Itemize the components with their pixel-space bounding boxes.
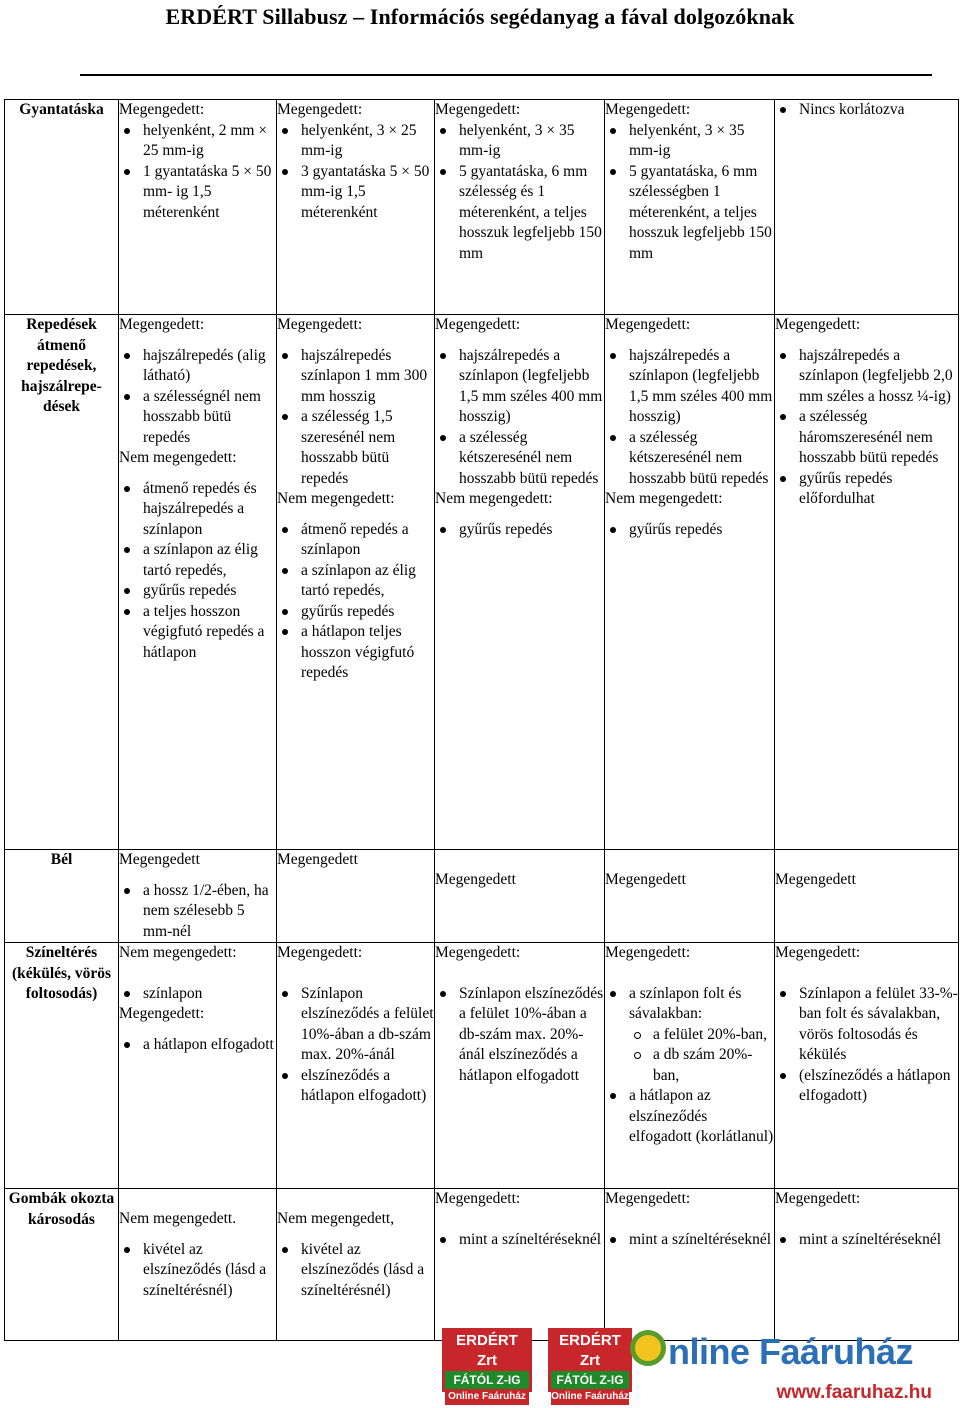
list-item: (elszíneződés a hátlapon elfogadott) xyxy=(775,1066,958,1107)
table-cell xyxy=(435,850,605,943)
bullet-list xyxy=(277,520,434,684)
list-item: helyenként, 2 mm × 25 mm-ig xyxy=(119,121,276,162)
sub-bullet-list xyxy=(629,1025,774,1087)
list-item: gyűrűs repedés előfordulhat xyxy=(775,469,958,510)
list-item: hajszálrepedés színlapon 1 mm 300 mm hosszig xyxy=(277,346,434,408)
cell-label: Megengedett: xyxy=(277,101,363,118)
cell-label: Megengedett xyxy=(277,851,358,868)
list-item: a hossz 1/2-ében, ha nem szélesebb 5 mm-nél xyxy=(119,881,276,943)
list-item: színlapon xyxy=(119,984,276,1005)
spacer xyxy=(435,510,604,520)
list-item: a színlapon folt és sávalakban: xyxy=(605,984,774,1025)
list-item: hajszálrepedés a színlapon (legfeljebb 1,5 mm széles 400 mm hosszig) xyxy=(605,346,774,428)
bullet-list xyxy=(605,1230,774,1251)
bullet-list xyxy=(775,984,958,1107)
cell-label: Megengedett: xyxy=(277,316,363,333)
bullet-list xyxy=(277,121,434,224)
bullet-list xyxy=(605,984,774,1025)
bullet-list xyxy=(435,984,604,1087)
list-item: gyűrűs repedés xyxy=(119,581,276,602)
table-row xyxy=(5,1189,959,1341)
bullet-list xyxy=(119,346,276,449)
table-cell xyxy=(119,943,277,1189)
row-header: Gombák okozta károsodás xyxy=(5,1189,119,1341)
list-item: helyenként, 3 × 35 mm-ig xyxy=(605,121,774,162)
bullet-list xyxy=(119,1035,276,1056)
table-cell xyxy=(119,100,277,315)
cell-label: Megengedett: xyxy=(775,944,861,961)
cell-label: Megengedett: xyxy=(605,316,691,333)
list-item: kivétel az elszíneződés (lásd a színeltérésnél) xyxy=(277,1240,434,1302)
table-cell xyxy=(435,943,605,1189)
cell-label: Nem megengedett, xyxy=(277,1210,395,1227)
spacer xyxy=(775,964,958,984)
list-item: hajszálrepedés a színlapon (legfeljebb 2,0 mm széles a hossz ¼-ig) xyxy=(775,346,958,408)
cell-label: Megengedett: xyxy=(435,1190,521,1207)
list-item: 5 gyantatáska, 6 mm szélességben 1 méterenként, a teljes hosszuk legfeljebb 150 mm xyxy=(605,162,774,265)
bullet-list xyxy=(435,346,604,490)
list-item: kivétel az elszíneződés (lásd a színeltérésnél) xyxy=(119,1240,276,1302)
footer xyxy=(0,1320,960,1408)
list-item: gyűrűs repedés xyxy=(605,520,774,541)
document-header xyxy=(0,0,960,80)
table-cell xyxy=(775,100,959,315)
spacer xyxy=(119,1230,276,1240)
list-item: 3 gyantatáska 5 × 50 mm-ig 1,5 méterenként xyxy=(277,162,434,224)
list-item: helyenként, 3 × 35 mm-ig xyxy=(435,121,604,162)
spacer xyxy=(605,964,774,984)
table-row xyxy=(5,100,959,315)
bullet-list xyxy=(277,346,434,490)
table-cell xyxy=(435,1189,605,1341)
table-cell xyxy=(435,315,605,850)
list-item: Nincs korlátozva xyxy=(775,100,958,121)
table-cell xyxy=(605,943,775,1189)
spacer xyxy=(277,1189,434,1209)
list-item: Színlapon elszíneződés a felület 10%-ában a db-szám max. 20%-ánál xyxy=(277,984,434,1066)
list-item: 5 gyantatáska, 6 mm szélesség és 1 méterenként, a teljes hosszuk legfeljebb 150 mm xyxy=(435,162,604,265)
bullet-list xyxy=(119,984,276,1005)
cell-label: Megengedett: xyxy=(435,316,521,333)
cell-label: Nem megengedett: xyxy=(119,944,237,961)
bullet-list xyxy=(435,121,604,265)
row-header: Bél xyxy=(5,850,119,943)
table-cell xyxy=(605,315,775,850)
row-header: Repedések átmenő repedések, hajszálrepe-dések xyxy=(5,315,119,850)
bullet-list xyxy=(605,1086,774,1148)
table-cell xyxy=(119,850,277,943)
cell-label: Megengedett: xyxy=(119,101,205,118)
table-cell xyxy=(605,850,775,943)
shop-logo-o-icon xyxy=(630,1330,666,1366)
list-item: a hátlapon elfogadott xyxy=(119,1035,276,1056)
bullet-list xyxy=(119,881,276,943)
list-item: a felület 20%-ban, xyxy=(629,1025,774,1046)
cell-label: Megengedett: xyxy=(435,101,521,118)
bullet-list xyxy=(119,1240,276,1302)
list-item: átmenő repedés és hajszálrepedés a színlapon xyxy=(119,479,276,541)
tolerance-table xyxy=(4,99,959,1341)
list-item: a szélesség kétszeresénél nem hosszabb bütü repedés xyxy=(435,428,604,490)
list-item: a hátlapon az elszíneződés elfogadott (korlátlanul) xyxy=(605,1086,774,1148)
cell-label: Megengedett: xyxy=(119,316,205,333)
cell-label: Megengedett: xyxy=(605,101,691,118)
bullet-list xyxy=(605,346,774,490)
list-item: hajszálrepedés (alig látható) xyxy=(119,346,276,387)
list-item: gyűrűs repedés xyxy=(435,520,604,541)
cell-label: Megengedett xyxy=(435,871,516,888)
erdert-logo-secondary: ERDÉRT Zrt FÁTÓL Z-IG Online Faáruház xyxy=(548,1328,632,1392)
row-header: Gyantatáska xyxy=(5,100,119,315)
table-row xyxy=(5,943,959,1189)
cell-label: Nem megengedett: xyxy=(119,449,237,466)
spacer xyxy=(119,1189,276,1209)
online-faaruhaz-logo: nline Faáruház xyxy=(630,1330,913,1373)
bullet-list xyxy=(605,121,774,265)
list-item: a színlapon az élig tartó repedés, xyxy=(119,540,276,581)
spacer xyxy=(277,510,434,520)
spacer xyxy=(119,1025,276,1035)
website-url: www.faaruhaz.hu xyxy=(776,1382,932,1403)
bullet-list xyxy=(775,1230,958,1251)
cell-label: Megengedett xyxy=(119,851,200,868)
cell-label: Megengedett xyxy=(605,871,686,888)
bullet-list xyxy=(775,100,958,121)
spacer xyxy=(605,336,774,346)
row-header: Színeltérés (kékülés, vörös foltosodás) xyxy=(5,943,119,1189)
spacer xyxy=(435,964,604,984)
list-item: a színlapon az élig tartó repedés, xyxy=(277,561,434,602)
list-item: mint a színeltéréseknél xyxy=(605,1230,774,1251)
spacer xyxy=(775,850,958,870)
bullet-list xyxy=(277,984,434,1107)
cell-label: Megengedett: xyxy=(775,316,861,333)
spacer xyxy=(775,336,958,346)
document-title: ERDÉRT Sillabusz – Információs segédanyag a fával dolgozóknak xyxy=(165,4,795,29)
cell-label: Nem megengedett: xyxy=(605,490,723,507)
spacer xyxy=(119,871,276,881)
spacer xyxy=(605,1210,774,1230)
spacer xyxy=(775,1210,958,1230)
cell-label: Megengedett: xyxy=(435,944,521,961)
bullet-list xyxy=(775,346,958,510)
spacer xyxy=(435,336,604,346)
table-cell xyxy=(277,850,435,943)
bullet-list xyxy=(119,121,276,224)
list-item: a db szám 20%-ban, xyxy=(629,1045,774,1086)
cell-label: Megengedett: xyxy=(277,944,363,961)
spacer xyxy=(277,336,434,346)
list-item: a szélesség háromszeresénél nem hosszabb bütü repedés xyxy=(775,407,958,469)
spacer xyxy=(119,469,276,479)
table-cell xyxy=(775,850,959,943)
spacer xyxy=(119,336,276,346)
table-cell xyxy=(277,315,435,850)
table-cell xyxy=(277,1189,435,1341)
spacer xyxy=(277,964,434,984)
spacer xyxy=(435,1210,604,1230)
list-item: gyűrűs repedés xyxy=(277,602,434,623)
table-cell xyxy=(277,100,435,315)
cell-label: Megengedett: xyxy=(605,944,691,961)
bullet-list xyxy=(119,479,276,664)
list-item: Színlapon elszíneződés a felület 10%-ában a db-szám max. 20%-ánál elszíneződés a hátlapon elfogadott xyxy=(435,984,604,1087)
list-item: a hátlapon teljes hosszon végigfutó repedés xyxy=(277,622,434,684)
list-item: mint a színeltéréseknél xyxy=(435,1230,604,1251)
list-item: helyenként, 3 × 25 mm-ig xyxy=(277,121,434,162)
bullet-list xyxy=(435,520,604,541)
table-cell xyxy=(775,943,959,1189)
table-row xyxy=(5,850,959,943)
list-item: mint a színeltéréseknél xyxy=(775,1230,958,1251)
list-item: Színlapon a felület 33-%-ban folt és sávalakban, vörös foltosodás és kékülés xyxy=(775,984,958,1066)
table-cell xyxy=(775,1189,959,1341)
list-item: átmenő repedés a színlapon xyxy=(277,520,434,561)
table-cell xyxy=(605,100,775,315)
erdert-logo: ERDÉRT Zrt FÁTÓL Z-IG Online Faáruház xyxy=(442,1328,532,1392)
table-row xyxy=(5,315,959,850)
spacer xyxy=(119,964,276,984)
table-cell xyxy=(119,1189,277,1341)
list-item: elszíneződés a hátlapon elfogadott) xyxy=(277,1066,434,1107)
list-item: a szélesség 1,5 szeresénél nem hosszabb bütü repedés xyxy=(277,407,434,489)
bullet-list xyxy=(277,1240,434,1302)
spacer xyxy=(605,850,774,870)
cell-label: Nem megengedett: xyxy=(435,490,553,507)
list-item: hajszálrepedés a színlapon (legfeljebb 1,5 mm széles 400 mm hosszig) xyxy=(435,346,604,428)
spacer xyxy=(435,850,604,870)
table-cell xyxy=(605,1189,775,1341)
list-item: a teljes hosszon végigfutó repedés a hátlapon xyxy=(119,602,276,664)
table-cell xyxy=(277,943,435,1189)
spacer xyxy=(605,510,774,520)
list-item: a szélesség kétszeresénél nem hosszabb bütü repedés xyxy=(605,428,774,490)
cell-label: Nem megengedett: xyxy=(277,490,395,507)
cell-label: Megengedett xyxy=(775,871,856,888)
spacer xyxy=(277,1230,434,1240)
header-rule xyxy=(80,74,932,76)
table-cell xyxy=(435,100,605,315)
bullet-list xyxy=(435,1230,604,1251)
table-cell xyxy=(119,315,277,850)
bullet-list xyxy=(605,520,774,541)
cell-label: Nem megengedett. xyxy=(119,1210,237,1227)
list-item: 1 gyantatáska 5 × 50 mm- ig 1,5 méterenként xyxy=(119,162,276,224)
cell-label: Megengedett: xyxy=(775,1190,861,1207)
cell-label: Megengedett: xyxy=(605,1190,691,1207)
table-cell xyxy=(775,315,959,850)
list-item: a szélességnél nem hosszabb bütü repedés xyxy=(119,387,276,449)
cell-label: Megengedett: xyxy=(119,1005,205,1022)
